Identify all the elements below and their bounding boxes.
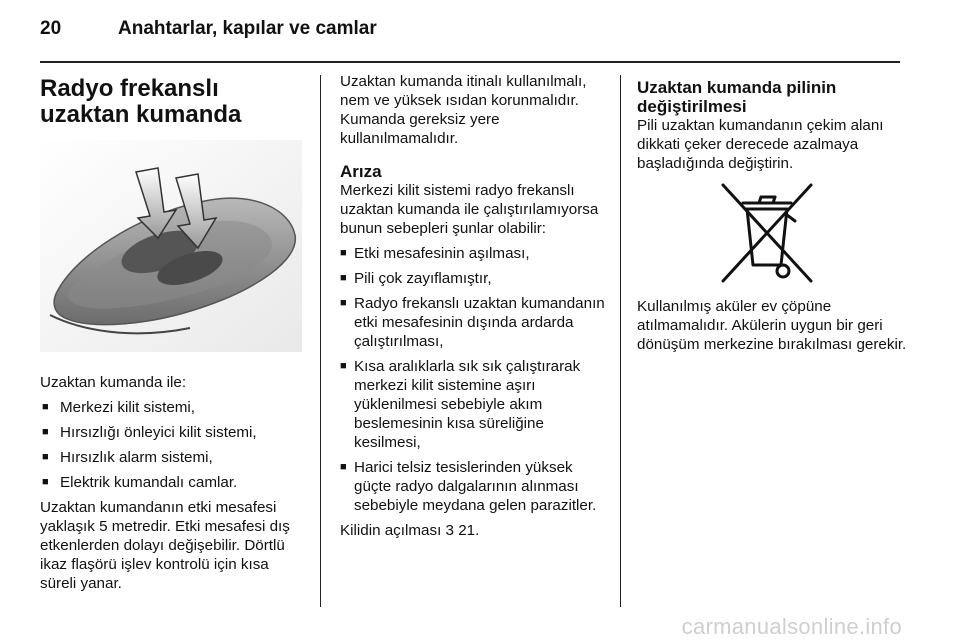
list-item: ■ Harici telsiz tesislerinden yüksek güçte radyo dalgalarının alınması sebebiyle meydana gelen parazitler. [340,458,608,515]
intro-text: Uzaktan kumanda ile: [40,374,187,391]
list-item: ■ Radyo frekanslı uzaktan kumandanın etki mesafesinin dışında ardarda çalıştırılması, [340,294,608,351]
unlock-text: Kilidin açılması [340,522,442,539]
section-heading: Radyo frekanslı uzaktan kumanda [40,75,242,128]
range-paragraph: Uzaktan kumandanın etki mesafesi yaklaşık 5 metredir. Etki mesafesi dış etkenlerden dolayı değişebilir. Dörtlü ikaz flaşörü işlev kontrolü için kısa süreli yanar. [40,499,290,592]
unlock-reference [340,521,608,540]
care-paragraph: Uzaktan kumanda itinalı kullanılmalı, nem ve yüksek ısıdan korunmalıdır. Kumanda gereksiz yere kullanılmamalıdır. [340,73,587,147]
disposal-paragraph: Kullanılmış aküler ev çöpüne atılmamalıdır. Akülerin uygun bir geri dönüşüm merkezine bırakılması gerekir. [637,298,907,353]
column-divider-1 [320,75,321,607]
list-item: ■ Hırsızlığı önleyici kilit sistemi, [42,423,308,442]
list-item: ■ Merkezi kilit sistemi, [42,398,308,417]
fault-list [340,244,608,515]
list-item: ■ Pili çok zayıflamıştır, [340,269,608,288]
page-header [40,14,900,48]
list-item: ■ Hırsızlık alarm sistemi, [42,448,308,467]
column-1 [40,72,308,599]
battery-paragraph: Pili uzaktan kumandanın çekim alanı dikkati çeker derecede azalmaya başladığında değiştirin. [637,117,884,172]
watermark: carmanualsonline.info [681,614,902,639]
battery-heading: Uzaktan kumanda pilinin değiştirilmesi [637,78,837,116]
list-item: ■ Etki mesafesinin aşılması, [340,244,608,263]
crossed-out-wheelie-bin-icon [715,181,819,287]
column-2 [340,72,608,546]
column-3 [637,72,912,360]
fault-heading: Arıza [340,162,382,181]
function-list [40,398,308,492]
section-title: Anahtarlar, kapılar ve camlar [118,18,377,39]
header-rule [40,61,900,63]
list-item: ■ Kısa aralıklarla sık sık çalıştırarak merkezi kilit sistemine aşırı yüklenilmesi sebebiyle akım beslemesinin kısa süreliğine kesilmesi, [340,357,608,452]
list-item: ■ Elektrik kumandalı camlar. [42,473,308,492]
page-ref-arrow-icon: 3 [445,522,454,539]
column-divider-2 [620,75,621,607]
unlock-page-link[interactable]: 21. [458,522,480,539]
fault-intro: Merkezi kilit sistemi radyo frekanslı uzaktan kumanda ile çalıştırılamıyorsa bunun sebepleri şunlar olabilir: [340,182,599,237]
remote-key-fob-illustration [40,140,302,352]
page-number: 20 [40,18,62,39]
